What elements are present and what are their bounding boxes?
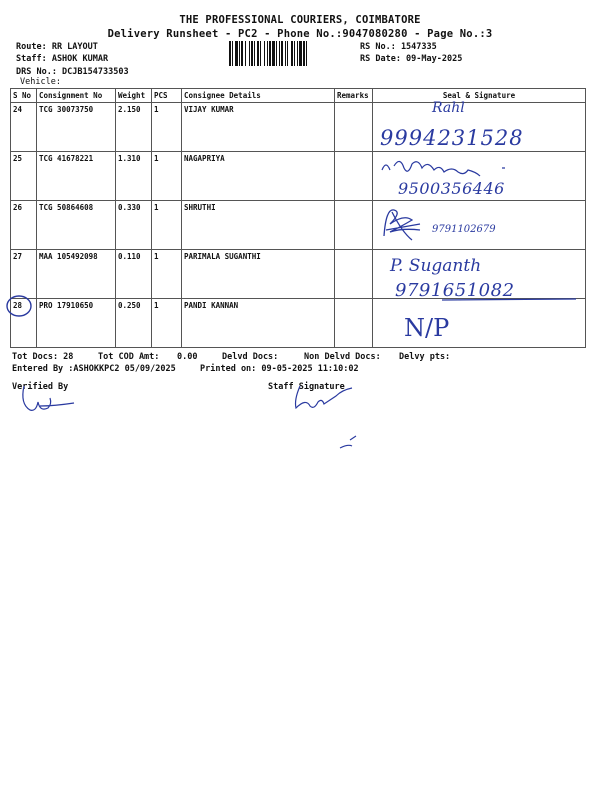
drs-label: DRS No.: DCJB154733503 [16,67,129,77]
cell-weight: 2.150 [116,103,152,152]
cell-weight: 0.250 [116,299,152,348]
cell-consignee: VIJAY KUMAR [182,103,335,152]
cell-sno: 28 [11,299,37,348]
cell-sno: 27 [11,250,37,299]
company-title: THE PROFESSIONAL COURIERS, COIMBATORE [179,14,421,26]
handwritten-name-row27: P. Suganth [390,256,482,276]
circle-mark-icon [4,294,34,318]
cell-pcs: 1 [152,299,182,348]
cell-pcs: 1 [152,250,182,299]
delivery-points: Delvy pts: [399,352,451,362]
runsheet-subtitle: Delivery Runsheet - PC2 - Phone No.:9047080280 - Page No.:3 [107,28,493,40]
cell-remarks [335,299,373,348]
vehicle-label: Vehicle: [20,77,61,87]
cell-remarks [335,152,373,201]
cell-consignment: MAA 105492098 [37,250,116,299]
col-consignee: Consignee Details [182,89,335,103]
handwritten-note-row28: N/P [404,314,450,342]
barcode-image [228,41,350,66]
cell-consignment: TCG 41678221 [37,152,116,201]
cell-weight: 1.310 [116,152,152,201]
cell-remarks [335,103,373,152]
table-header-row [11,89,586,103]
rs-number: RS No.: 1547335 [360,42,437,52]
staff-signature-label: Staff Signature [268,382,345,392]
delivered-docs: Delvd Docs: [222,352,279,362]
cell-sno: 24 [11,103,37,152]
cell-sno: 26 [11,201,37,250]
underline-stroke-icon [440,296,580,304]
handwritten-phone-row25: 9500356446 [398,179,505,198]
verifier-signature-icon [10,380,80,416]
handwritten-name-row24: Rahl [432,100,465,116]
cell-pcs: 1 [152,201,182,250]
cell-consignment: TCG 30073750 [37,103,116,152]
cell-consignee: PARIMALA SUGANTHI [182,250,335,299]
col-consignment: Consignment No [37,89,116,103]
stray-ink-mark-icon [338,434,362,452]
printed-on: Printed on: 09-05-2025 11:10:02 [200,364,359,374]
cell-consignee: PANDI KANNAN [182,299,335,348]
cell-sno: 25 [11,152,37,201]
cell-consignment: PRO 17910650 [37,299,116,348]
verified-by-label: Verified By [12,382,69,392]
staff-signature-icon [290,382,360,414]
handwritten-phone-row27: 9791651082 [395,280,515,301]
col-sno: S No [11,89,37,103]
cell-pcs: 1 [152,152,182,201]
col-remarks: Remarks [335,89,373,103]
non-delivered-docs: Non Delvd Docs: [304,352,381,362]
col-pcs: PCS [152,89,182,103]
cell-weight: 0.330 [116,201,152,250]
staff-label: Staff: ASHOK KUMAR [16,54,109,64]
col-weight: Weight [116,89,152,103]
signature-row26-icon [378,202,438,246]
table-row [11,201,586,250]
cell-consignee: NAGAPRIYA [182,152,335,201]
handwritten-phone-row26: 9791102679 [432,224,496,235]
table-row [11,299,586,348]
col-seal: Seal & Signature [373,89,586,103]
cell-consignee: SHRUTHI [182,201,335,250]
total-docs: Tot Docs: 28 [12,352,74,362]
route-label: Route: RR LAYOUT [16,42,98,52]
rs-date: RS Date: 09-May-2025 [360,54,463,64]
cell-remarks [335,250,373,299]
cell-pcs: 1 [152,103,182,152]
cell-remarks [335,201,373,250]
cell-weight: 0.110 [116,250,152,299]
handwritten-phone-row24: 9994231528 [380,126,524,150]
entered-by: Entered By :ASHOKKPC2 05/09/2025 [12,364,176,374]
total-cod-label: Tot COD Amt: [98,352,160,362]
total-cod-value: 0.00 [177,352,198,362]
signature-row25-icon [378,152,518,178]
cell-consignment: TCG 50864608 [37,201,116,250]
